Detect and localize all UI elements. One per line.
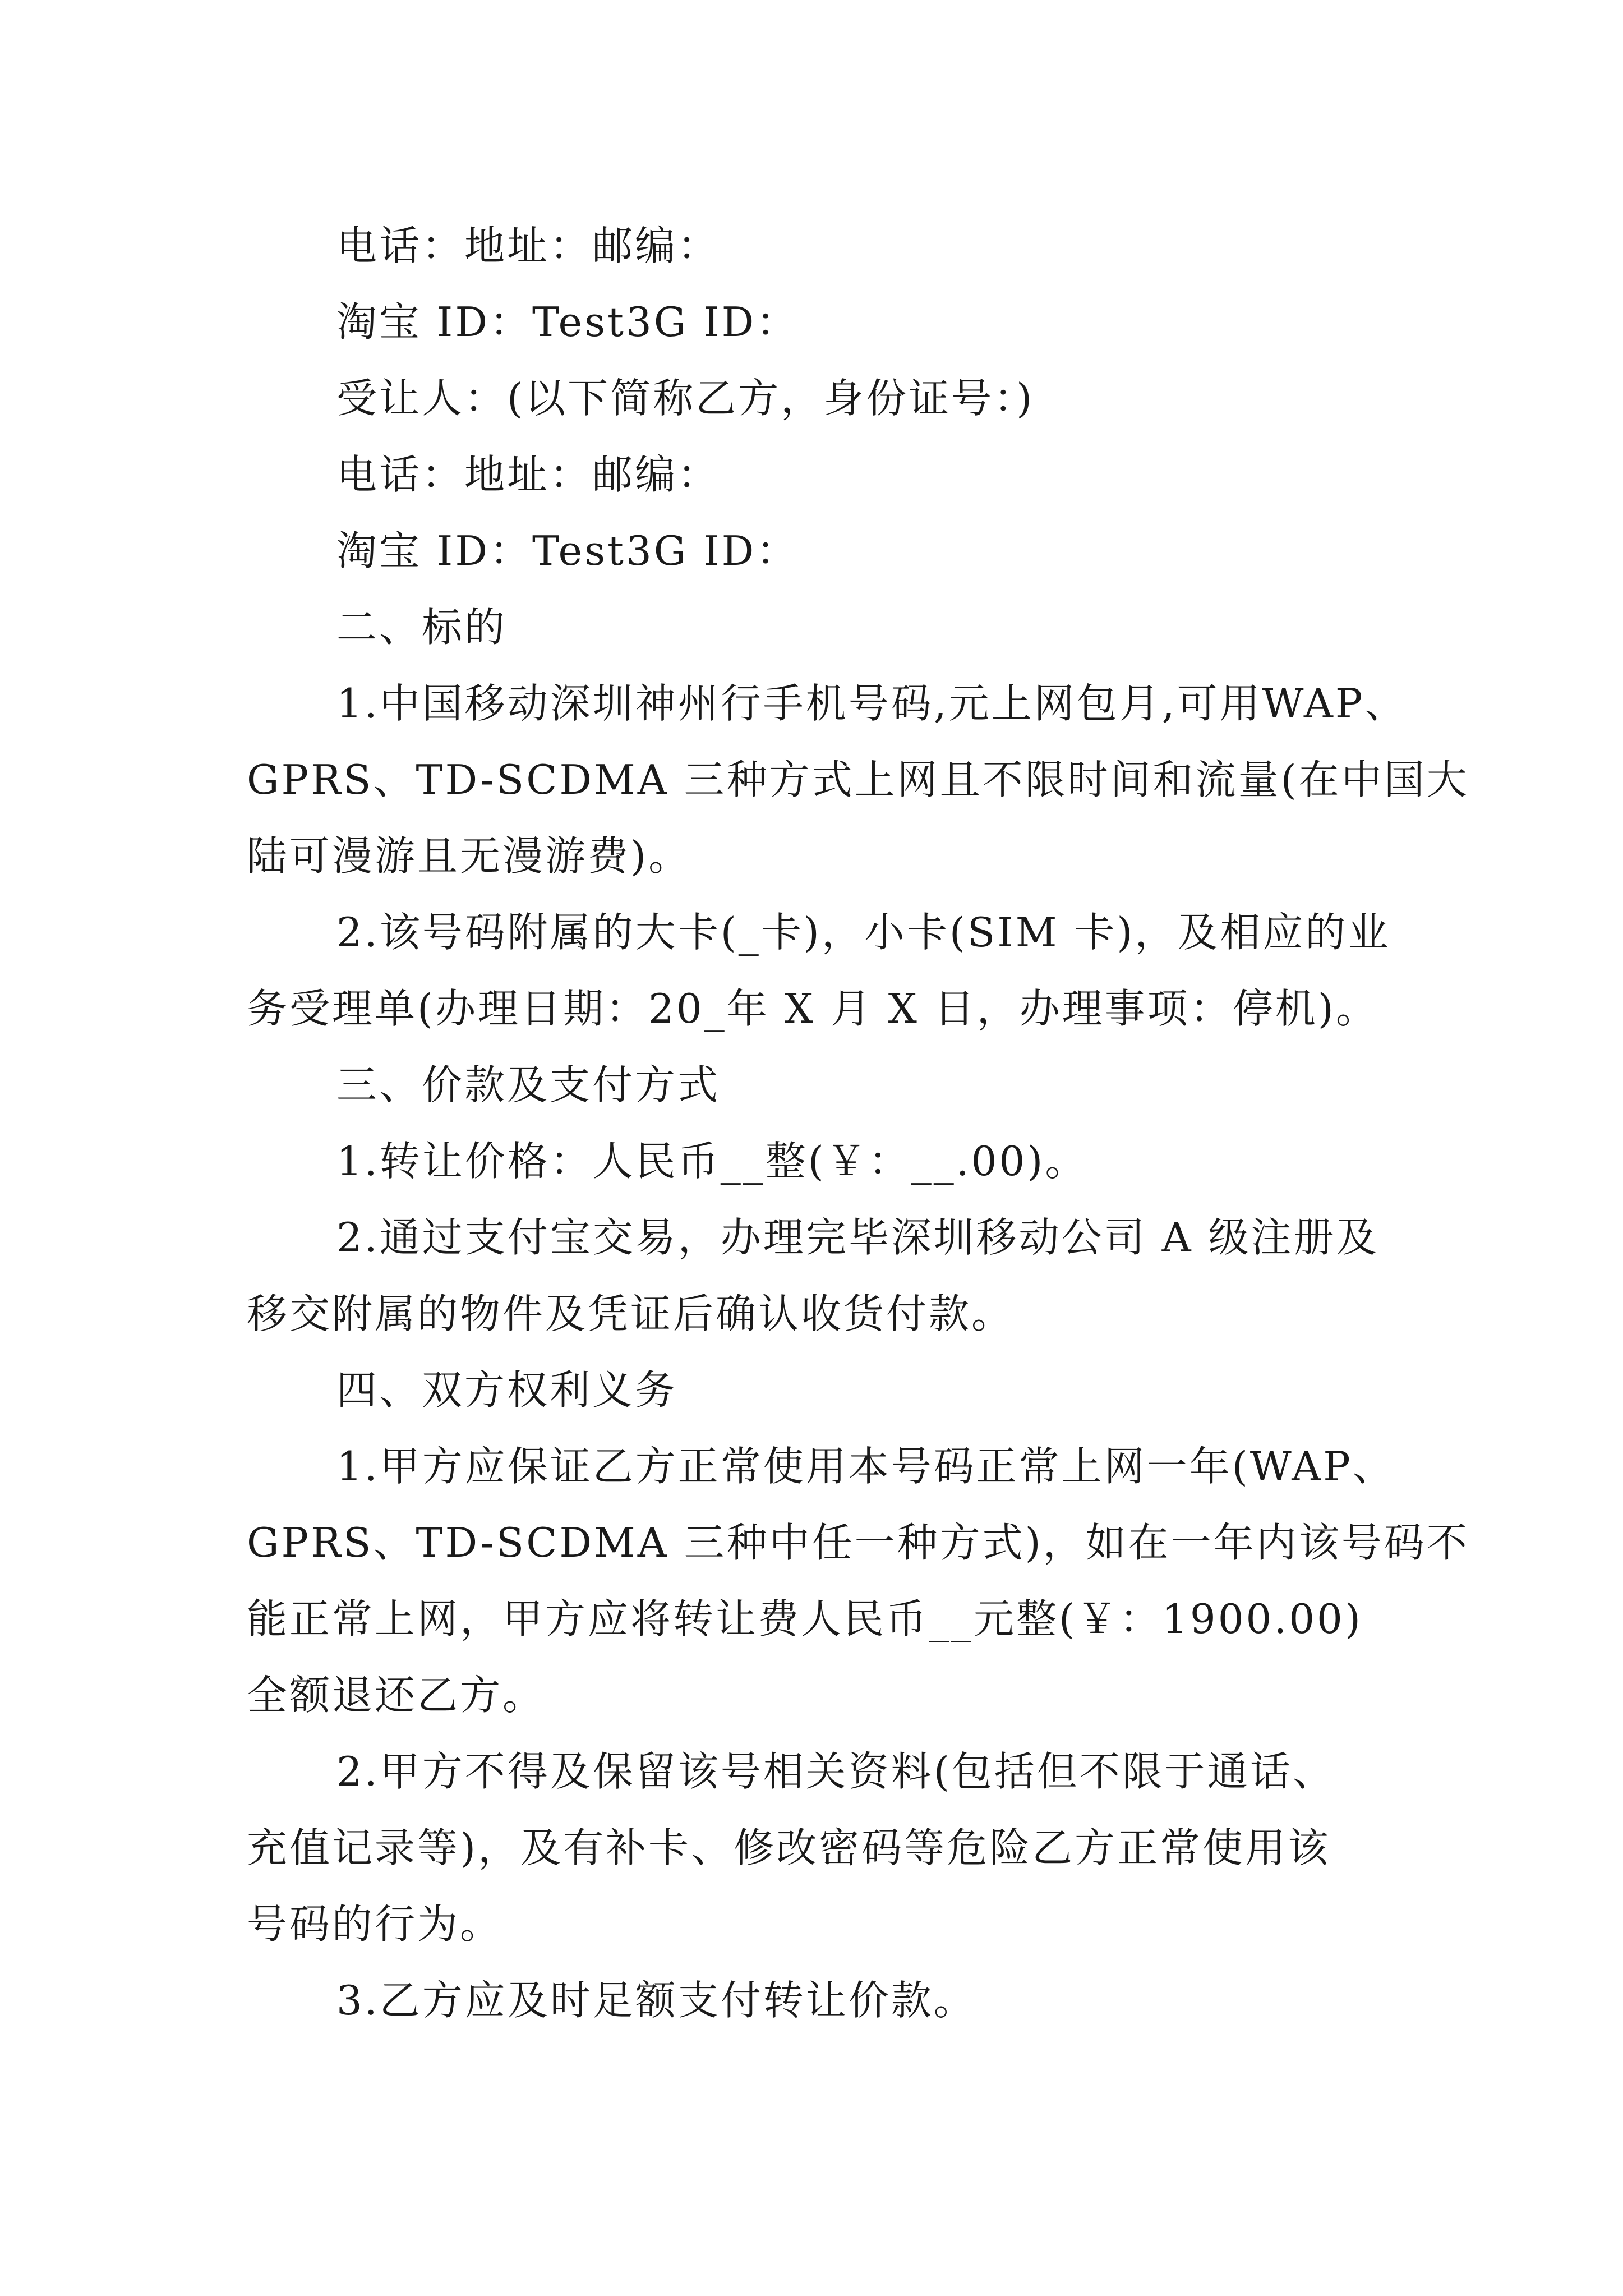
paragraph-line: 1.中国移动深圳神州行手机号码,元上网包月,可用WAP、 [336, 680, 1408, 727]
paragraph-line: 移交附属的物件及凭证后确认收货付款。 [247, 1290, 1015, 1337]
seller-id-line: 淘宝 ID：Test3G ID： [336, 298, 799, 346]
seller-contact-line: 电话：地址：邮编： [336, 222, 721, 269]
paragraph-line: 3.乙方应及时足额支付转让价款。 [336, 1977, 976, 2024]
buyer-contact-line: 电话：地址：邮编： [336, 451, 721, 498]
paragraph-line: 充值记录等)，及有补卡、修改密码等危险乙方正常使用该 [247, 1824, 1331, 1871]
document-body [247, 208, 1469, 2039]
paragraph-line: 2.甲方不得及保留该号相关资料(包括但不限于通话、 [336, 1748, 1335, 1795]
buyer-id-line: 淘宝 ID：Test3G ID： [336, 527, 799, 574]
section-heading-payment: 三、价款及支付方式 [336, 1061, 721, 1108]
section-heading-subject: 二、标的 [336, 604, 508, 651]
transferee-line: 受让人：(以下简称乙方，身份证号：) [336, 375, 1035, 422]
paragraph-line: 陆可漫游且无漫游费)。 [247, 832, 691, 880]
section-heading-rights: 四、双方权利义务 [336, 1366, 678, 1414]
paragraph-line: 号码的行为。 [247, 1901, 503, 1948]
paragraph-line: GPRS、TD-SCDMA 三种方式上网且不限时间和流量(在中国大 [247, 756, 1469, 803]
paragraph-line: 1.甲方应保证乙方正常使用本号码正常上网一年(WAP、 [336, 1443, 1395, 1490]
paragraph-line: 1.转让价格：人民币__整(￥：__.00)。 [336, 1138, 1088, 1185]
paragraph-line: 2.通过支付宝交易，办理完毕深圳移动公司 A 级注册及 [336, 1214, 1379, 1261]
paragraph-line: GPRS、TD-SCDMA 三种中任一种方式)，如在一年内该号码不 [247, 1519, 1469, 1566]
paragraph-line: 全额退还乙方。 [247, 1672, 546, 1719]
paragraph-line: 2.该号码附属的大卡(_卡)，小卡(SIM 卡)，及相应的业 [336, 909, 1391, 956]
paragraph-line: 能正常上网，甲方应将转让费人民币__元整(￥：1900.00) [247, 1595, 1363, 1642]
paragraph-line: 务受理单(办理日期：20_年 X 月 X 日，办理事项：停机)。 [247, 985, 1378, 1032]
